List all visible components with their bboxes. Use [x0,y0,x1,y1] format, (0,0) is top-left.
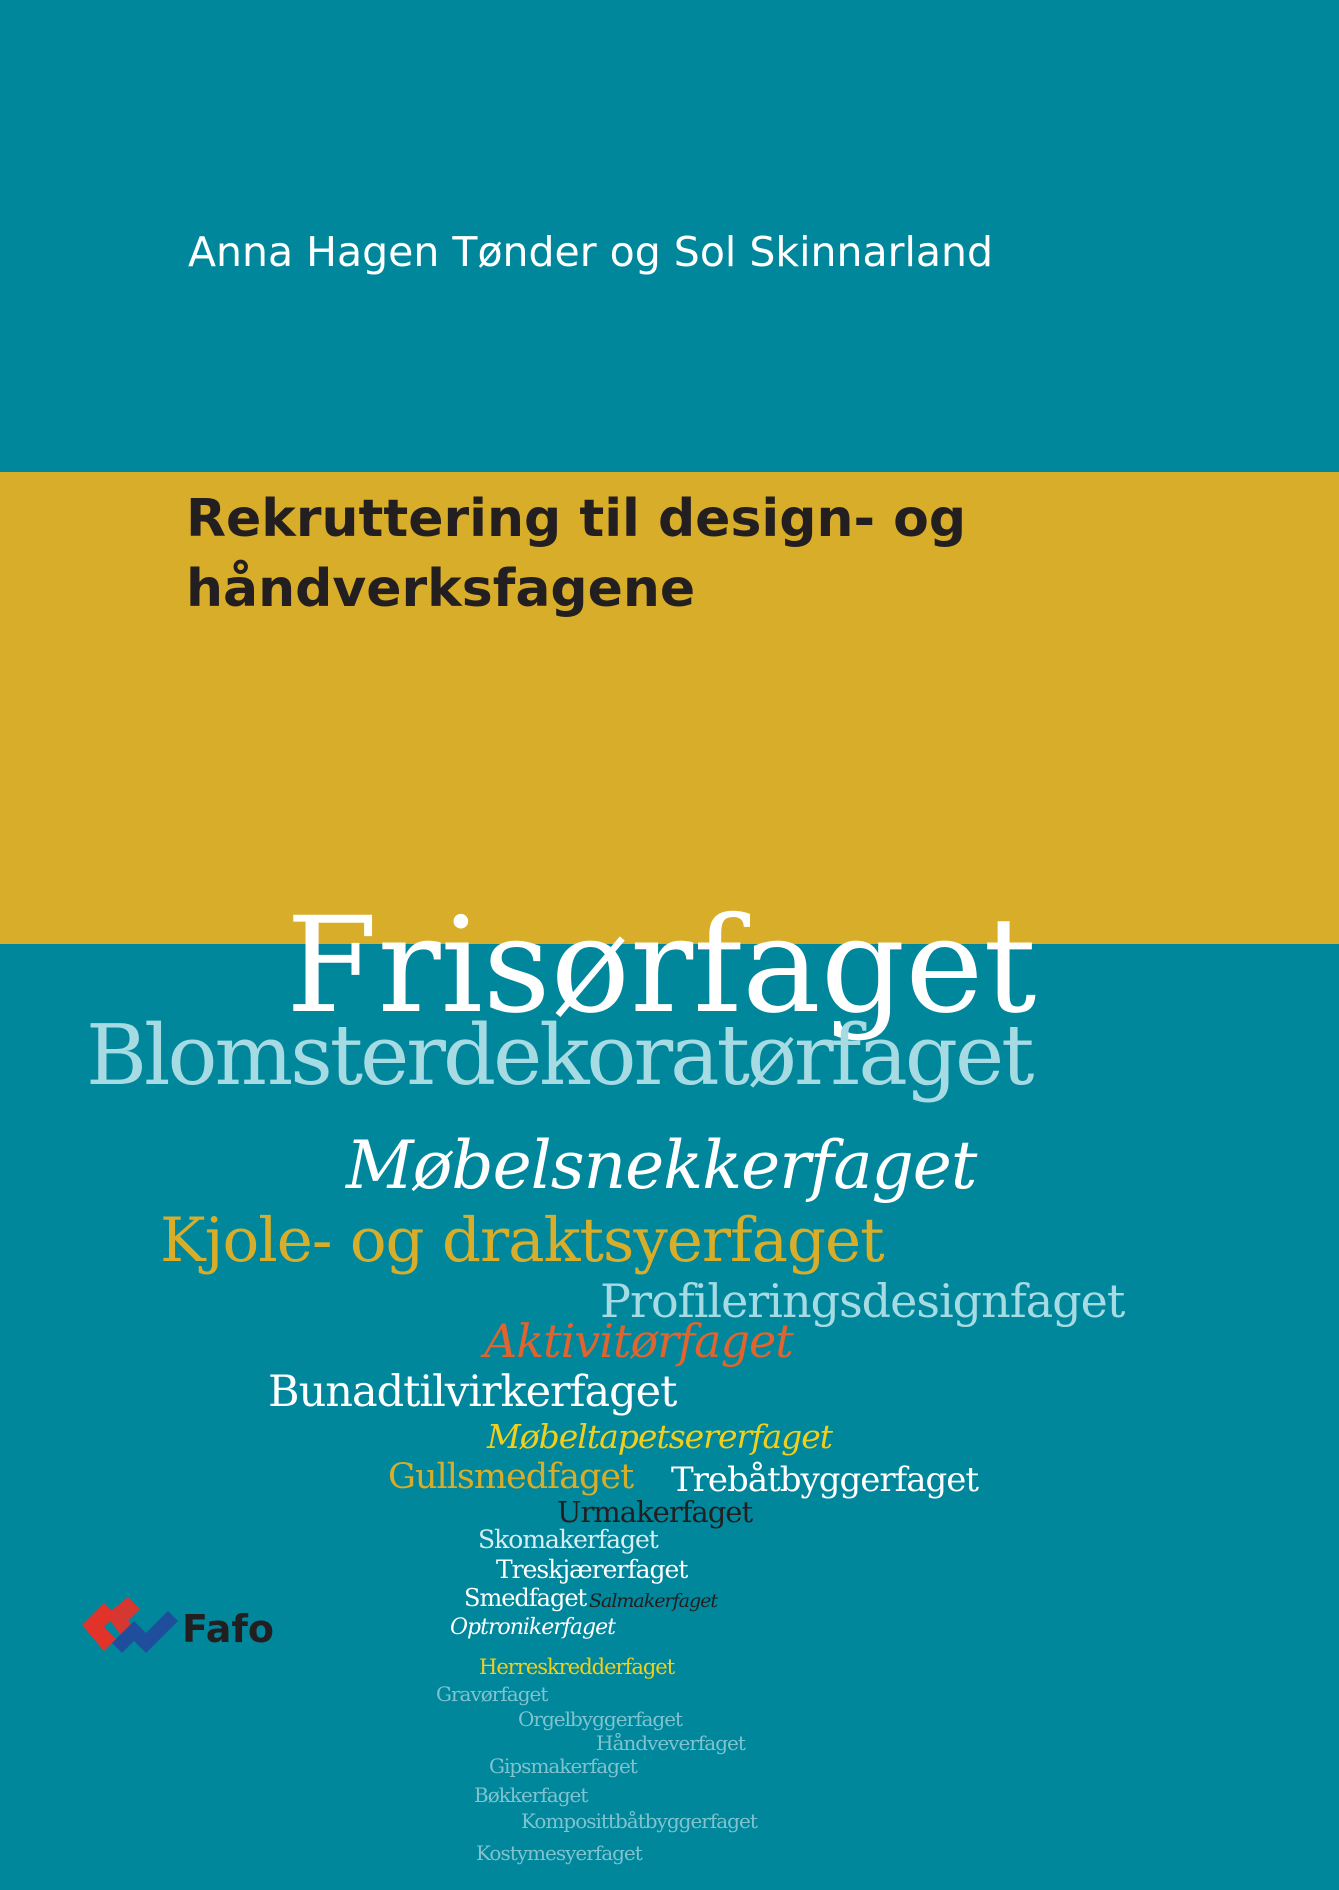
title-line-2: håndverksfagene [186,559,696,619]
trade-smed: Smedfaget [464,1584,587,1612]
trade-herreskredder: Herreskredderfaget [479,1655,675,1679]
trade-profileringsdesign: Profileringsdesignfaget [600,1274,1125,1328]
trade-aktivitor: Aktivitørfaget [484,1314,793,1368]
trade-frisor: Frisørfaget [286,889,1037,1043]
trade-orgelbygger: Orgelbyggerfaget [518,1707,683,1731]
trade-kostymesyer: Kostymesyerfaget [476,1841,642,1865]
trade-komposittbatbygger: Komposittbåtbyggerfaget [521,1809,757,1833]
trade-kjole-og-draktsyer: Kjole- og draktsyerfaget [160,1205,884,1276]
trade-bokker: Bøkkerfaget [474,1783,588,1807]
fafo-logo [82,1597,292,1659]
trade-salmaker: Salmakerfaget [589,1590,718,1612]
publisher-name: Fafo [182,1607,275,1651]
trade-gipsmaker: Gipsmakerfaget [489,1754,637,1778]
trade-bunadtilvirker: Bunadtilvirkerfaget [268,1367,677,1417]
title-line-1: Rekruttering til design- og [186,489,967,549]
trade-gravor: Gravørfaget [436,1682,548,1706]
trade-gullsmed: Gullsmedfaget [388,1457,634,1497]
trade-treskjaerer: Treskjærerfaget [496,1555,688,1584]
trade-optroniker: Optronikerfaget [450,1615,615,1640]
report-title [186,484,966,624]
fafo-logo-icon [82,1597,178,1659]
trade-handvever: Håndveverfaget [596,1731,745,1755]
trade-urmaker: Urmakerfaget [557,1495,753,1529]
trade-mobeltapetserer: Møbeltapetsererfaget [487,1417,833,1456]
trade-blomsterdekorator: Blomsterdekoratørfaget [86,1007,1032,1104]
trade-trebatbygger: Trebåtbyggerfaget [671,1460,979,1500]
trade-mobelsnekker: Møbelsnekkerfaget [346,1127,977,1204]
authors: Anna Hagen Tønder og Sol Skinnarland [188,228,993,276]
trade-skomaker: Skomakerfaget [478,1525,658,1554]
